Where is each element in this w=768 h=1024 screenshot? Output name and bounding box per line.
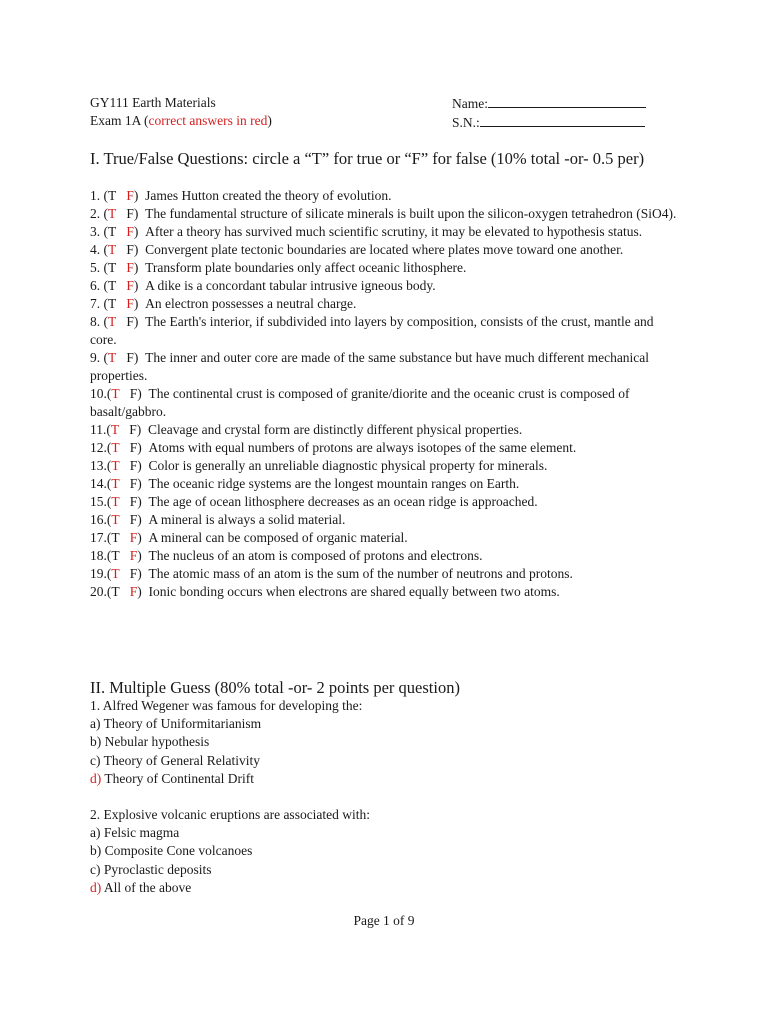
tf-question: 11.(T F) Cleavage and crystal form are distinctly different physical properties. <box>90 422 523 437</box>
option-text: Composite Cone volcanoes <box>104 843 253 859</box>
mc-option-c[interactable]: c) Pyroclastic deposits <box>90 861 212 877</box>
tf-question: 16.(T F) A mineral is always a solid material. <box>90 512 346 527</box>
question-text: A mineral is always a solid material. <box>148 512 346 527</box>
question-text: After a theory has survived much scientific scrutiny, it may be elevated to hypothesis status. <box>145 224 643 239</box>
false-choice[interactable]: F <box>126 278 134 293</box>
exam-note: correct answers in red <box>148 113 268 128</box>
question-number: 3. ( <box>90 224 108 239</box>
question-text: The age of ocean lithosphere decreases as an ocean ridge is approached. <box>148 494 538 509</box>
question-number: 20.( <box>90 584 112 599</box>
sn-line <box>452 113 646 132</box>
mc-option-b[interactable]: b) Composite Cone volcanoes <box>90 843 253 859</box>
true-choice[interactable]: T <box>111 512 120 527</box>
question-text: The nucleus of an atom is composed of protons and electrons. <box>148 548 483 563</box>
tf-question-list <box>90 187 680 601</box>
false-choice[interactable]: F <box>126 260 134 275</box>
tf-question: 2. (T F) The fundamental structure of silicate minerals is built upon the silicon-oxygen tetrahedron (SiO4). <box>90 206 677 221</box>
option-text: All of the above <box>103 879 192 895</box>
true-choice[interactable]: T <box>111 386 120 401</box>
name-blank[interactable] <box>488 94 646 108</box>
mc-question-stem: 2. Explosive volcanic eruptions are associated with: <box>90 807 371 823</box>
true-choice[interactable]: T <box>108 350 117 365</box>
tf-question: 6. (T F) A dike is a concordant tabular intrusive igneous body. <box>90 278 436 293</box>
mc-option-a[interactable]: a) Felsic magma <box>90 825 180 841</box>
option-text: Pyroclastic deposits <box>103 861 212 877</box>
tf-question: 8. (T F) The Earth's interior, if subdivided into layers by composition, consists of the crust, mantle and core. <box>90 314 654 347</box>
option-text: Felsic magma <box>103 825 180 841</box>
question-number: 15.( <box>90 494 112 509</box>
option-letter: a <box>90 716 96 732</box>
mc-option-d[interactable]: d) Theory of Continental Drift <box>90 770 254 786</box>
question-number: 19.( <box>90 566 112 581</box>
question-text: The Earth's interior, if subdivided into layers by composition, consists of the crust, mantle and core. <box>90 314 654 347</box>
question-number: 8. ( <box>90 314 108 329</box>
option-letter: b <box>90 843 97 859</box>
false-choice[interactable]: F <box>129 476 138 491</box>
true-choice[interactable]: T <box>111 530 120 545</box>
true-choice[interactable]: T <box>108 314 117 329</box>
false-choice[interactable]: F <box>126 296 134 311</box>
tf-question: 3. (T F) After a theory has survived much scientific scrutiny, it may be elevated to hypothesis status. <box>90 224 643 239</box>
false-choice[interactable]: F <box>129 440 138 455</box>
false-choice[interactable]: F <box>129 494 138 509</box>
mc-question-list <box>90 697 680 897</box>
question-number: 4. ( <box>90 242 108 257</box>
false-choice[interactable]: F <box>129 530 138 545</box>
question-number: 11.( <box>90 422 111 437</box>
mc-option-d[interactable]: d) All of the above <box>90 879 192 895</box>
question-number: 5. ( <box>90 260 108 275</box>
option-text: Nebular hypothesis <box>104 734 210 750</box>
true-choice[interactable]: T <box>111 548 120 563</box>
true-choice[interactable]: T <box>111 440 120 455</box>
option-text: Theory of Continental Drift <box>104 770 254 786</box>
true-choice[interactable]: T <box>108 206 117 221</box>
question-number: 14.( <box>90 476 112 491</box>
true-choice[interactable]: T <box>108 296 117 311</box>
sn-label: S.N.: <box>452 115 480 130</box>
option-letter: d <box>90 770 97 786</box>
question-text: The fundamental structure of silicate minerals is built upon the silicon-oxygen tetrahedron (SiO4). <box>145 206 677 221</box>
false-choice[interactable]: F <box>126 314 134 329</box>
question-text: Atoms with equal numbers of protons are always isotopes of the same element. <box>148 440 577 455</box>
mc-section-title: II. Multiple Guess (80% total -or- 2 points per question) <box>90 678 460 697</box>
tf-section-title: I. True/False Questions: circle a “T” for true or “F” for false (10% total -or- 0.5 per) <box>90 149 645 168</box>
true-choice[interactable]: T <box>110 422 120 437</box>
tf-question: 18.(T F) The nucleus of an atom is composed of protons and electrons. <box>90 548 483 563</box>
option-letter: d <box>90 879 97 895</box>
question-number: 12.( <box>90 440 112 455</box>
question-text: Color is generally an unreliable diagnostic physical property for minerals. <box>148 458 548 473</box>
question-number: 6. ( <box>90 278 108 293</box>
true-choice[interactable]: T <box>111 458 120 473</box>
false-choice[interactable]: F <box>126 242 134 257</box>
false-choice[interactable]: F <box>126 350 134 365</box>
question-text: A dike is a concordant tabular intrusive igneous body. <box>145 278 436 293</box>
option-letter: b <box>90 734 97 750</box>
exam-header-right <box>452 94 646 132</box>
question-number: 13.( <box>90 458 112 473</box>
true-choice[interactable]: T <box>111 476 120 491</box>
true-choice[interactable]: T <box>108 188 117 203</box>
option-letter: c <box>90 752 96 768</box>
question-number: 10.( <box>90 386 112 401</box>
tf-question: 19.(T F) The atomic mass of an atom is the sum of the number of neutrons and protons. <box>90 566 573 581</box>
mc-question <box>90 806 680 897</box>
course-title: GY111 Earth Materials <box>90 95 216 110</box>
false-choice[interactable]: F <box>126 206 134 221</box>
question-text: The inner and outer core are made of the same substance but have much different mechanical properties. <box>90 350 650 383</box>
question-text: The continental crust is composed of granite/diorite and the oceanic crust is composed of basalt/gabbro. <box>90 386 630 419</box>
question-number: 17.( <box>90 530 112 545</box>
true-choice[interactable]: T <box>111 584 120 599</box>
question-text: Ionic bonding occurs when electrons are shared equally between two atoms. <box>148 584 560 599</box>
option-letter: a <box>90 825 96 841</box>
tf-question: 9. (T F) The inner and outer core are made of the same substance but have much different mechanical properties. <box>90 350 650 383</box>
tf-question: 10.(T F) The continental crust is composed of granite/diorite and the oceanic crust is composed of basalt/gabbro. <box>90 386 630 419</box>
mc-question-stem: 1. Alfred Wegener was famous for developing the: <box>90 698 363 713</box>
false-choice[interactable]: F <box>129 548 138 563</box>
page-footer: Page 1 of 9 <box>353 913 415 928</box>
true-choice[interactable]: T <box>108 224 117 239</box>
false-choice[interactable]: F <box>129 584 138 599</box>
false-choice[interactable]: F <box>126 224 134 239</box>
exam-suffix: ) <box>267 113 272 128</box>
question-text: An electron possesses a neutral charge. <box>145 296 357 311</box>
mc-option-b[interactable]: b) Nebular hypothesis <box>90 734 210 750</box>
question-number: 16.( <box>90 512 112 527</box>
true-choice[interactable]: T <box>108 260 117 275</box>
false-choice[interactable]: F <box>126 188 134 203</box>
sn-blank[interactable] <box>480 113 645 127</box>
true-choice[interactable]: T <box>108 278 117 293</box>
question-text: Transform plate boundaries only affect oceanic lithosphere. <box>145 260 467 275</box>
option-letter: c <box>90 861 96 877</box>
question-text: James Hutton created the theory of evolution. <box>145 188 392 203</box>
question-number: 1. ( <box>90 188 108 203</box>
tf-question: 7. (T F) An electron possesses a neutral charge. <box>90 296 357 311</box>
question-text: The oceanic ridge systems are the longest mountain ranges on Earth. <box>148 476 520 491</box>
false-choice[interactable]: F <box>129 566 138 581</box>
question-number: 2. ( <box>90 206 108 221</box>
question-text: Convergent plate tectonic boundaries are located where plates move toward one another. <box>145 242 624 257</box>
question-number: 7. ( <box>90 296 108 311</box>
exam-prefix: Exam 1A ( <box>90 113 149 128</box>
exam-title <box>90 112 272 130</box>
question-text: A mineral can be composed of organic material. <box>148 530 408 545</box>
question-text: Cleavage and crystal form are distinctly different physical properties. <box>148 422 523 437</box>
false-choice[interactable]: F <box>129 386 138 401</box>
tf-question: 20.(T F) Ionic bonding occurs when electrons are shared equally between two atoms. <box>90 584 560 599</box>
question-text: The atomic mass of an atom is the sum of the number of neutrons and protons. <box>148 566 573 581</box>
true-choice[interactable]: T <box>108 242 117 257</box>
true-choice[interactable]: T <box>111 566 120 581</box>
tf-question: 14.(T F) The oceanic ridge systems are the longest mountain ranges on Earth. <box>90 476 520 491</box>
false-choice[interactable]: F <box>129 458 138 473</box>
mc-option-a[interactable]: a) Theory of Uniformitarianism <box>90 716 262 732</box>
option-text: Theory of General Relativity <box>103 752 260 768</box>
question-number: 9. ( <box>90 350 108 365</box>
name-line <box>452 94 646 113</box>
false-choice[interactable]: F <box>129 512 138 527</box>
tf-question: 15.(T F) The age of ocean lithosphere decreases as an ocean ridge is approached. <box>90 494 538 509</box>
exam-header-left <box>90 94 272 130</box>
tf-question: 4. (T F) Convergent plate tectonic boundaries are located where plates move toward one another. <box>90 242 624 257</box>
mc-option-c[interactable]: c) Theory of General Relativity <box>90 752 260 768</box>
name-label: Name: <box>452 96 488 111</box>
true-choice[interactable]: T <box>111 494 120 509</box>
mc-question <box>90 697 680 788</box>
tf-question: 5. (T F) Transform plate boundaries only affect oceanic lithosphere. <box>90 260 467 275</box>
question-number: 18.( <box>90 548 112 563</box>
false-choice[interactable]: F <box>129 422 137 437</box>
tf-question: 13.(T F) Color is generally an unreliable diagnostic physical property for minerals. <box>90 458 548 473</box>
tf-question: 17.(T F) A mineral can be composed of organic material. <box>90 530 408 545</box>
option-text: Theory of Uniformitarianism <box>103 716 262 732</box>
tf-question: 1. (T F) James Hutton created the theory of evolution. <box>90 188 392 203</box>
tf-question: 12.(T F) Atoms with equal numbers of protons are always isotopes of the same element. <box>90 440 577 455</box>
